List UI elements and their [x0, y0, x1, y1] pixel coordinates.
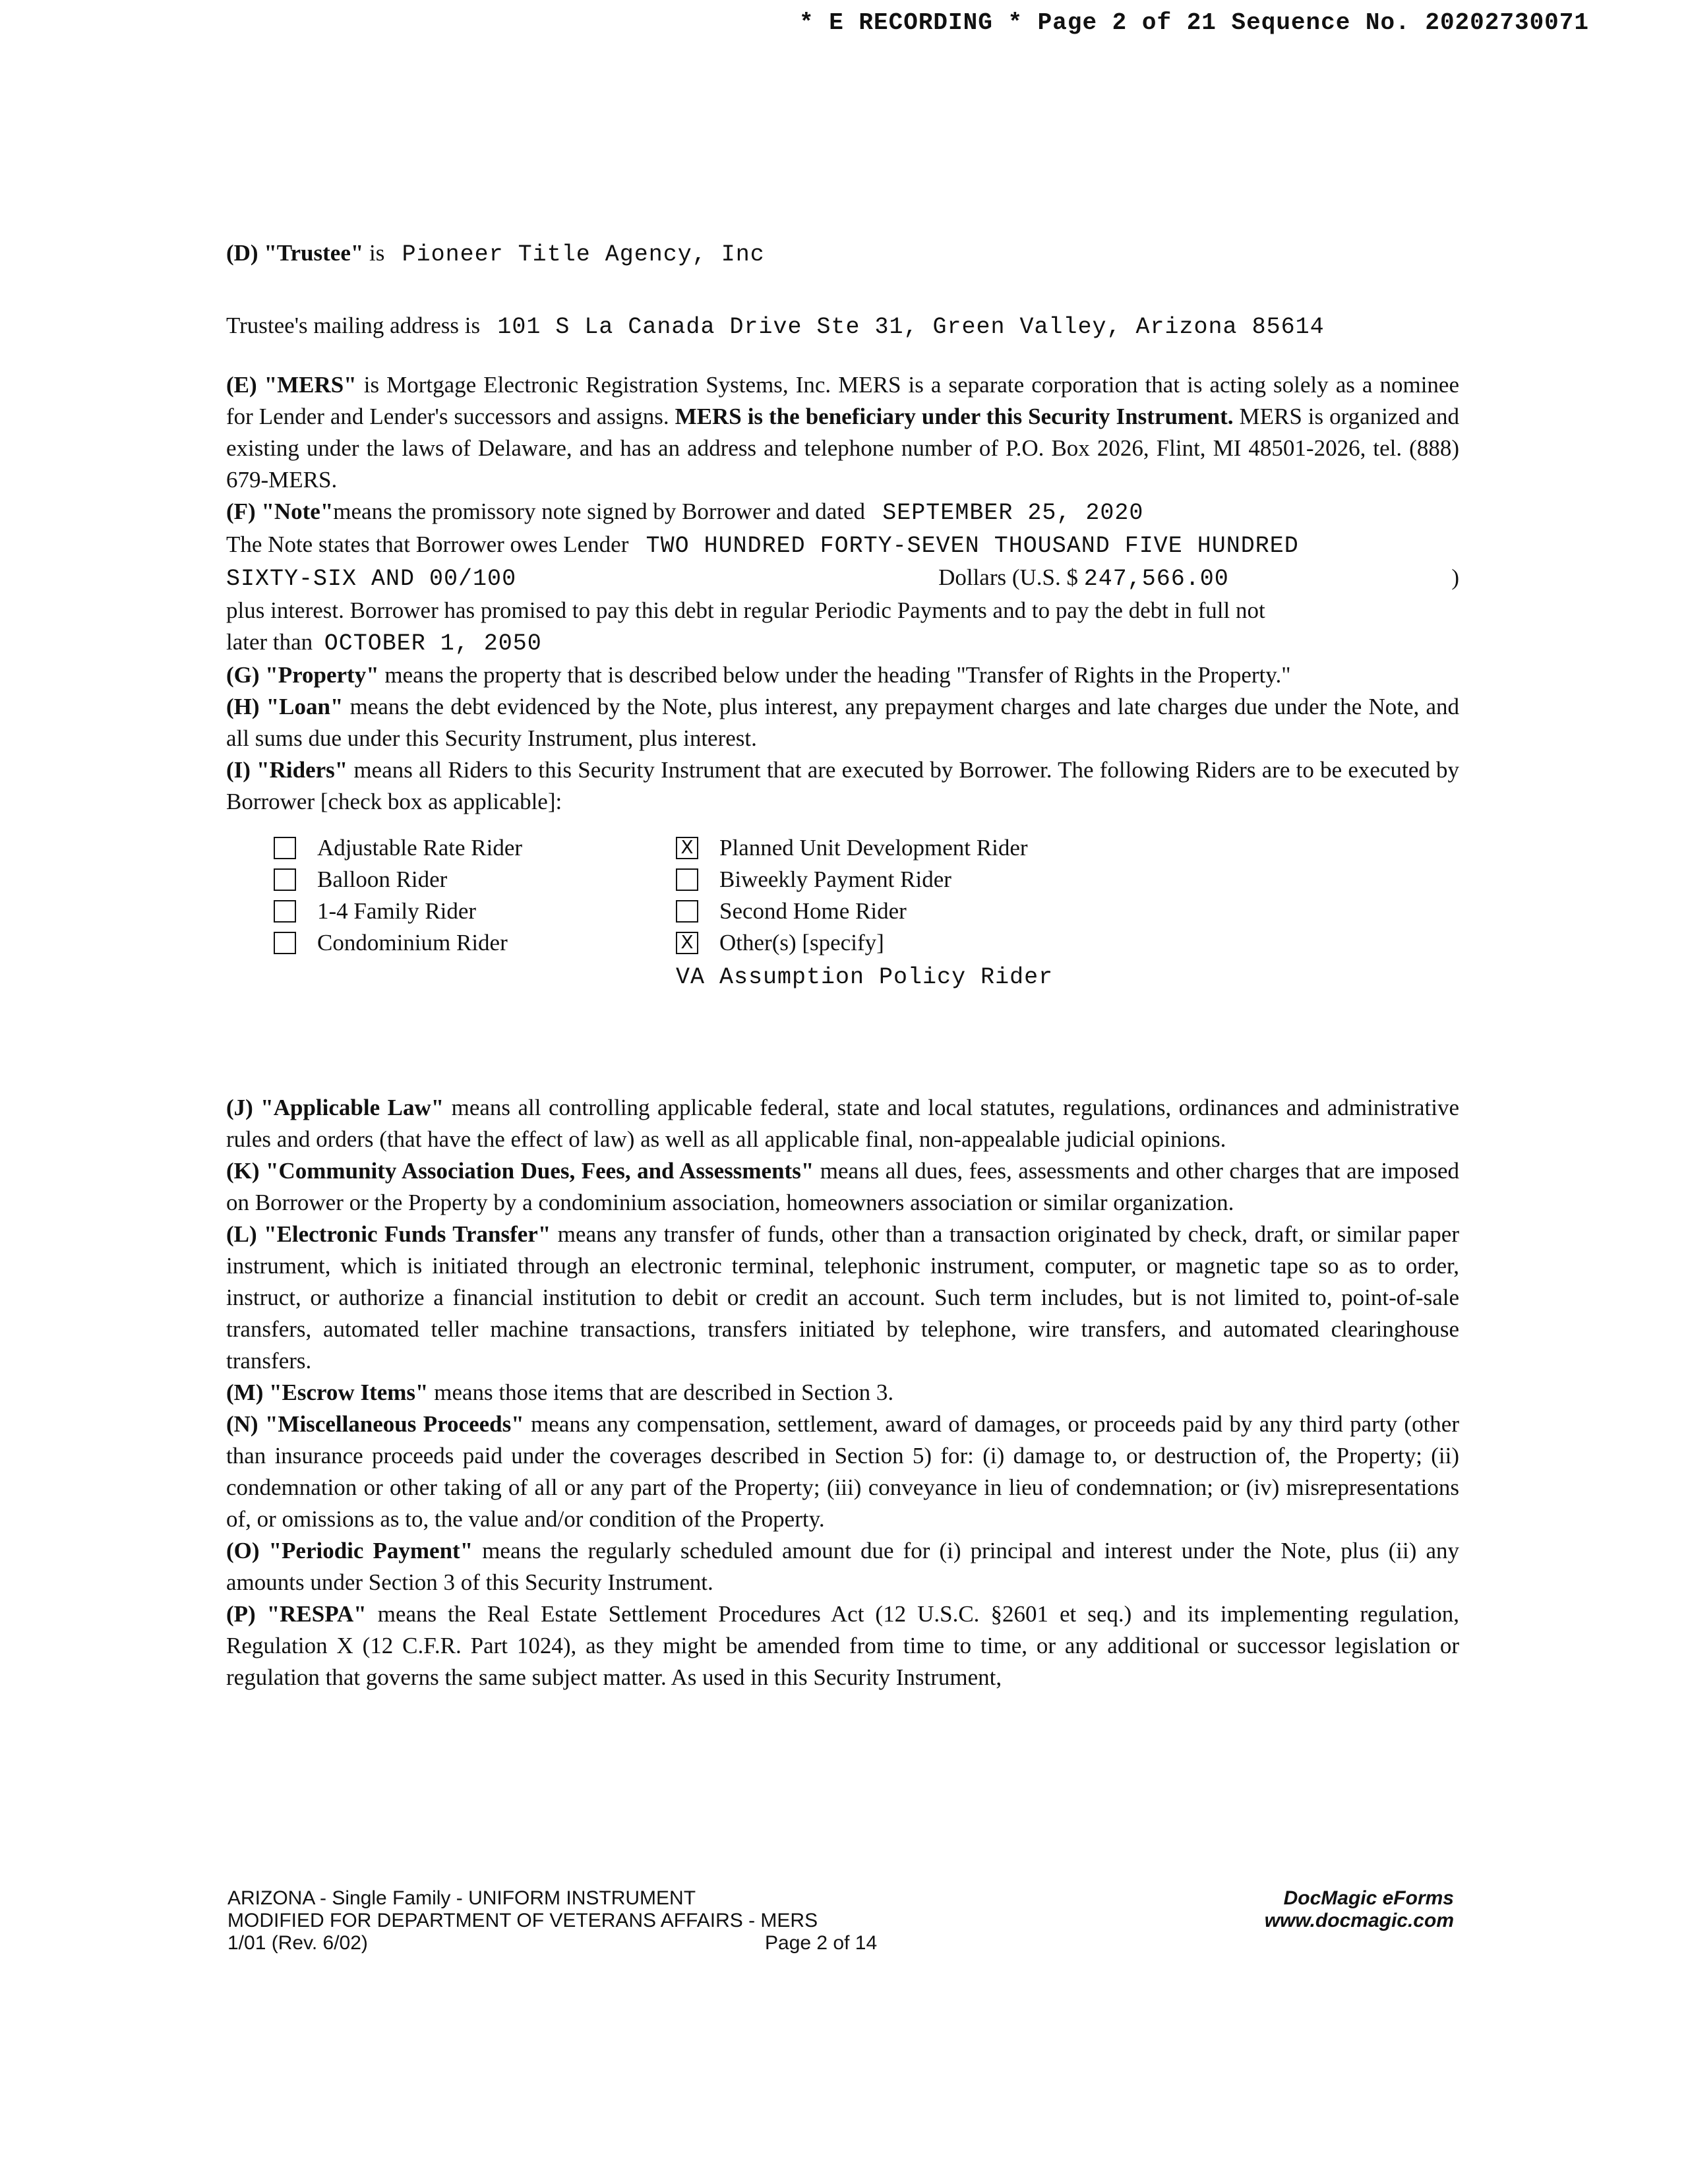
checkbox[interactable]: X — [676, 837, 698, 859]
rider-balloon[interactable] — [274, 864, 676, 895]
rider-label: Second Home Rider — [719, 898, 907, 924]
checkbox[interactable] — [274, 900, 296, 923]
mers-beneficiary: MERS is the beneficiary under this Security Instrument. — [675, 404, 1234, 429]
rider-other-specify: VA Assumption Policy Rider — [676, 964, 1054, 990]
riders-checklist — [274, 832, 1459, 959]
rider-label: Other(s) [specify] — [719, 930, 884, 956]
note-amount: 247,566.00 — [1083, 566, 1229, 592]
misc-proceeds-text: means any compensation, settlement, award of damages, or proceeds paid by any third party (other than insurance proceeds paid under the coverages described in Section 5) for: (i) damage to, or destruction of, the Property; (ii) condemnation or other taking of all or any part of the Property; (iii) conveyance in lieu of condemnation; or (iv) misrepresentations of, or omissions as to, the value and/or condition of the Property. — [226, 1411, 1459, 1532]
trustee-line — [226, 237, 1459, 270]
checkbox[interactable] — [274, 837, 296, 859]
trustee-is: is — [369, 240, 385, 266]
document-body — [226, 237, 1459, 1693]
note-date: SEPTEMBER 25, 2020 — [882, 500, 1144, 526]
rider-label: 1-4 Family Rider — [317, 898, 477, 924]
footer-page-number: Page 2 of 14 — [765, 1932, 878, 1954]
rider-label: Balloon Rider — [317, 866, 448, 892]
note-maturity-line — [226, 626, 1459, 659]
escrow-label: (M) "Escrow Items" — [226, 1380, 429, 1405]
respa-paragraph — [226, 1598, 1459, 1693]
property-paragraph — [226, 659, 1459, 691]
note-interest-text: plus interest. Borrower has promised to pay this debt in regular Periodic Payments and to pay the debt in full not — [226, 597, 1265, 623]
rider-label: Condominium Rider — [317, 930, 508, 956]
rider-label: Adjustable Rate Rider — [317, 835, 523, 861]
property-text: means the property that is described below under the heading "Transfer of Rights in the Property." — [378, 662, 1291, 688]
rider-1-4-family[interactable] — [274, 895, 676, 927]
trustee-label: (D) "Trustee" — [226, 240, 364, 266]
trustee-address-label: Trustee's mailing address is — [226, 313, 481, 338]
note-label: (F) "Note" — [226, 499, 334, 524]
note-later-than: later than — [226, 629, 313, 655]
note-dollars-label: Dollars (U.S. $ — [938, 564, 1079, 590]
applicable-law-paragraph — [226, 1092, 1459, 1155]
loan-label: (H) "Loan" — [226, 694, 344, 719]
trustee-address-line — [226, 310, 1459, 343]
page-footer — [227, 1887, 1454, 1955]
rider-adjustable-rate[interactable] — [274, 832, 676, 864]
note-owes-text: The Note states that Borrower owes Lender — [226, 531, 629, 557]
mers-label: (E) "MERS" — [226, 372, 357, 398]
rider-second-home[interactable] — [676, 895, 1137, 927]
footer-line-1: ARIZONA - Single Family - UNIFORM INSTRUMENT — [227, 1887, 696, 1909]
trustee-name: Pioneer Title Agency, Inc — [402, 241, 765, 268]
mers-text: is Mortgage Electronic Registration Systems, Inc. MERS is a separate corporation that is acting solely as a nominee for Lender and Lender's successors and assigns. — [226, 372, 1459, 429]
note-amount-words-1: TWO HUNDRED FORTY-SEVEN THOUSAND FIVE HUNDRED — [646, 533, 1299, 559]
note-close-paren: ) — [1451, 564, 1459, 590]
respa-text: means the Real Estate Settlement Procedures Act (12 U.S.C. §2601 et seq.) and its implementing regulation, Regulation X (12 C.F.R. Part 1024), as they might be amended from time to time, or any additional or successor legislation or regulation that governs the same subject matter. As used in this Security Instrument, — [226, 1601, 1459, 1690]
eft-label: (L) "Electronic Funds Transfer" — [226, 1221, 551, 1247]
riders-text: means all Riders to this Security Instrument that are executed by Borrower. The following Riders are to be executed by Borrower [check box as applicable]: — [226, 757, 1460, 814]
periodic-payment-paragraph — [226, 1535, 1459, 1598]
rider-planned-unit-development[interactable] — [676, 832, 1137, 864]
misc-proceeds-paragraph — [226, 1409, 1459, 1535]
note-amount-line-2 — [226, 562, 1459, 595]
rider-label: Biweekly Payment Rider — [719, 866, 951, 892]
loan-text: means the debt evidenced by the Note, plus interest, any prepayment charges and late charges due under the Note, and all sums due under this Security Instrument, plus interest. — [226, 694, 1459, 751]
rider-biweekly-payment[interactable] — [676, 864, 1137, 895]
loan-paragraph — [226, 691, 1459, 754]
checkbox[interactable] — [676, 900, 698, 923]
checkbox[interactable] — [274, 932, 296, 954]
escrow-text: means those items that are described in Section 3. — [428, 1380, 894, 1405]
mers-paragraph — [226, 369, 1459, 496]
footer-line-3: 1/01 (Rev. 6/02) — [227, 1932, 368, 1954]
note-amount-line — [226, 529, 1459, 562]
footer-line-2: MODIFIED FOR DEPARTMENT OF VETERANS AFFAIRS - MERS — [227, 1910, 818, 1931]
mers-text-2: MERS is organized and existing under the laws of Delaware, and has an address and telephone number of P.O. Box 2026, Flint, MI 48501-2026, tel. (888) 679-MERS. — [226, 404, 1459, 493]
community-paragraph — [226, 1155, 1459, 1219]
docmagic-brand: DocMagic eForms — [1283, 1887, 1454, 1909]
riders-paragraph — [226, 754, 1459, 818]
riders-label: (I) "Riders" — [226, 757, 348, 783]
community-label: (K) "Community Association Dues, Fees, and Assessments" — [226, 1158, 814, 1184]
checkbox[interactable]: X — [676, 932, 698, 954]
checkbox[interactable] — [676, 868, 698, 891]
periodic-payment-label: (O) "Periodic Payment" — [226, 1538, 473, 1563]
trustee-address: 101 S La Canada Drive Ste 31, Green Valley, Arizona 85614 — [497, 314, 1325, 340]
docmagic-logo — [1265, 1887, 1454, 1932]
note-amount-words-2: SIXTY-SIX AND 00/100 — [226, 566, 517, 592]
applicable-law-label: (J) "Applicable Law" — [226, 1095, 444, 1120]
rider-other[interactable] — [676, 927, 1137, 959]
community-text: means all dues, fees, assessments and other charges that are imposed on Borrower or the Property by a condominium association, homeowners association or similar organization. — [226, 1158, 1459, 1215]
eft-paragraph — [226, 1219, 1459, 1377]
docmagic-url: www.docmagic.com — [1264, 1910, 1454, 1931]
rider-label: Planned Unit Development Rider — [719, 835, 1028, 861]
property-label: (G) "Property" — [226, 662, 379, 688]
note-line — [226, 496, 1459, 529]
recording-header: * E RECORDING * Page 2 of 21 Sequence No. 20202730071 — [799, 9, 1589, 36]
note-text: means the promissory note signed by Borrower and dated — [333, 499, 866, 524]
rider-condominium[interactable] — [274, 927, 676, 959]
eft-text: means any transfer of funds, other than a transaction originated by check, draft, or similar paper instrument, which is initiated through an electronic terminal, telephonic instrument, computer, or magnetic tape so as to order, instruct, or authorize a financial institution to debit or credit an account. Such term includes, but is not limited to, point-of-sale transfers, automated teller machine transactions, transfers initiated by telephone, wire transfers, and automated clearinghouse transfers. — [226, 1221, 1459, 1374]
applicable-law-text: means all controlling applicable federal, state and local statutes, regulations, ordinances and administrative rules and orders (that have the effect of law) as well as all applicable final, non-appealable judicial opinions. — [226, 1095, 1459, 1152]
respa-label: (P) "RESPA" — [226, 1601, 367, 1627]
misc-proceeds-label: (N) "Miscellaneous Proceeds" — [226, 1411, 524, 1437]
escrow-paragraph — [226, 1377, 1459, 1409]
note-maturity-date: OCTOBER 1, 2050 — [324, 630, 542, 657]
periodic-payment-text: means the regularly scheduled amount due for (i) principal and interest under the Note, plus (ii) any amounts under Section 3 of this Security Instrument. — [226, 1538, 1460, 1595]
checkbox[interactable] — [274, 868, 296, 891]
